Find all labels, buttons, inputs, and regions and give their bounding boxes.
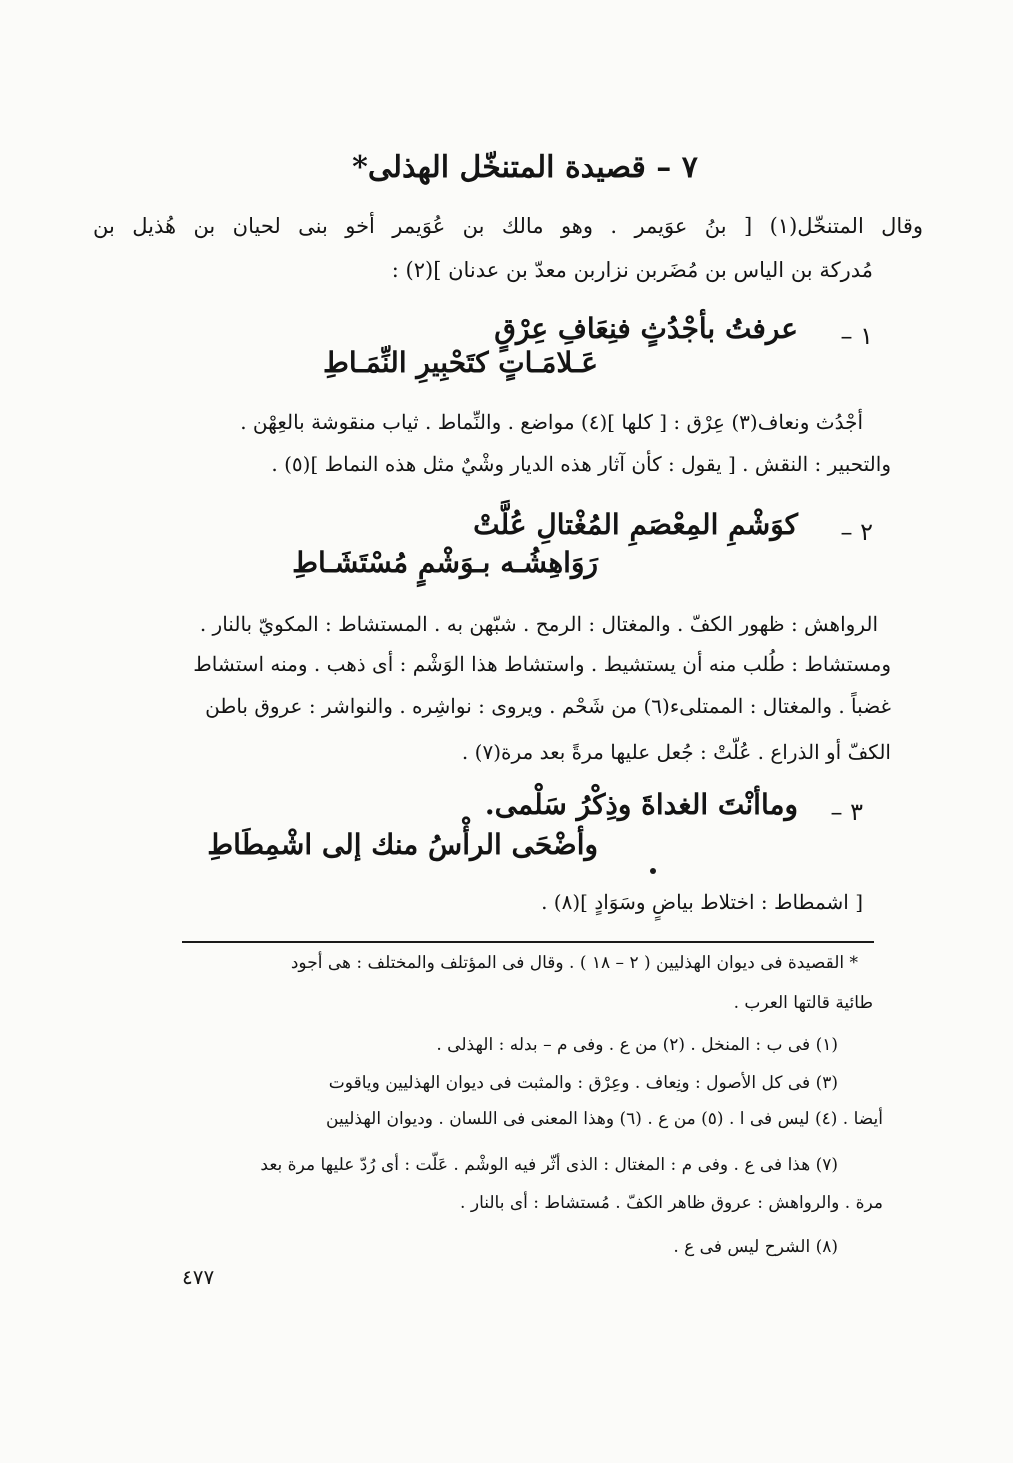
commentary-2-line-1: الرواهش : ظهور الكفّ . والمغتال : الرمح . شبّهن به . المستشاط : المكويّ بالنار . xyxy=(199,612,878,636)
verse-1-hemistich-2: عَـلامَـاتٍ كتَحْبِيرِ النِّمَـاطِ xyxy=(323,346,598,379)
commentary-1-line-2: والتحبير : النقش . [ يقول : كأن آثار هذه الديار وشْيٌ مثل هذه النماط ](٥) . xyxy=(271,452,891,476)
footnote-7-line-1: (٧) هذا فى ع . وفى م : المغتال : الذى أثّر فيه الوشْم . عَلّت : أى رُدّ عليها مرة بعد xyxy=(260,1155,838,1175)
verse-3-hemistich-1: وماأنْتَ الغداةَ وذِكْرُ سَلْمى. xyxy=(484,788,798,821)
footnote-star-line-1: * القصيدة فى ديوان الهذليين ( ٢ – ١٨ ) . وقال فى المؤتلف والمختلف : هى أجود xyxy=(290,953,858,973)
footnote-7-line-2: مرة . والرواهش : عروق ظاهر الكفّ . مُستشاط : أى بالنار . xyxy=(460,1193,883,1213)
verse-3-hemistich-2: وأضْحَى الرأْسُ منك إلى اشْمِطَاطِ xyxy=(207,828,598,861)
verse-2-hemistich-1: كوَشْمِ المِعْصَمِ المُغْتالِ عُلَّتْ xyxy=(473,508,798,541)
ink-dot xyxy=(650,868,656,874)
poem-title: ٧ – قصيدة المتنخّل الهذلى* xyxy=(352,150,698,185)
commentary-2-line-4: الكفّ أو الذراع . عُلّتْ : جُعل عليها مرةً بعد مرة(٧) . xyxy=(461,740,891,764)
commentary-1-line-1: أجْدُث ونعاف(٣) عِرْق : [ كلها ](٤) مواضع . والنِّماط . ثياب منقوشة بالعِهْن . xyxy=(240,410,863,434)
footnote-1-2: (١) فى ب : المنخل . (٢) من ع . وفى م – بدله : الهذلى . xyxy=(436,1035,838,1055)
footnote-8: (٨) الشرح ليس فى ع . xyxy=(673,1237,838,1257)
commentary-2-line-3: غضباً . والمغتال : الممتلىء(٦) من شَحْم . ويروى : نواشِره . والنواشر : عروق باطن xyxy=(205,694,891,718)
commentary-3-line-1: [ اشمطاط : اختلاط بياضٍ وسَوَادٍ ](٨) . xyxy=(541,890,863,914)
page-number: ٤٧٧ xyxy=(182,1265,215,1289)
verse-1-hemistich-1: عرفتُ بأجْدُثٍ فنِعَافِ عِرْقٍ xyxy=(494,312,798,345)
footnote-3-line-2: أيضا . (٤) ليس فى ا . (٥) من ع . (٦) وهذا المعنى فى اللسان . وديوان الهذليين xyxy=(326,1109,883,1129)
footnote-3-line-1: (٣) فى كل الأصول : ونِعاف . وعِرْق : والمثبت فى ديوان الهذليين وياقوت xyxy=(328,1073,838,1093)
verse-1-number: ١ – xyxy=(840,322,873,350)
verse-3-number: ٣ – xyxy=(830,798,863,826)
verse-2-hemistich-2: رَوَاهِشُـه بـوَشْمٍ مُسْتَشَـاطِ xyxy=(292,546,598,579)
commentary-2-line-2: ومستشاط : طُلب منه أن يستشيط . واستشاط هذا الوَشْم : أى ذهب . ومنه استشاط xyxy=(193,652,891,676)
footnote-separator xyxy=(182,941,874,943)
intro-line-2: مُدركة بن الياس بن مُضَربن نزاربن معدّ بن عدنان ](٢) : xyxy=(391,258,873,282)
footnote-star-line-2: طائية قالتها العرب . xyxy=(733,993,873,1013)
verse-2-number: ٢ – xyxy=(840,518,873,546)
intro-line-1: وقال المتنخّل(١) [ بنُ عوَيمر . وهو مالك بن عُوَيمر أخو بنى لحيان بن هُذيل بن xyxy=(93,214,923,238)
